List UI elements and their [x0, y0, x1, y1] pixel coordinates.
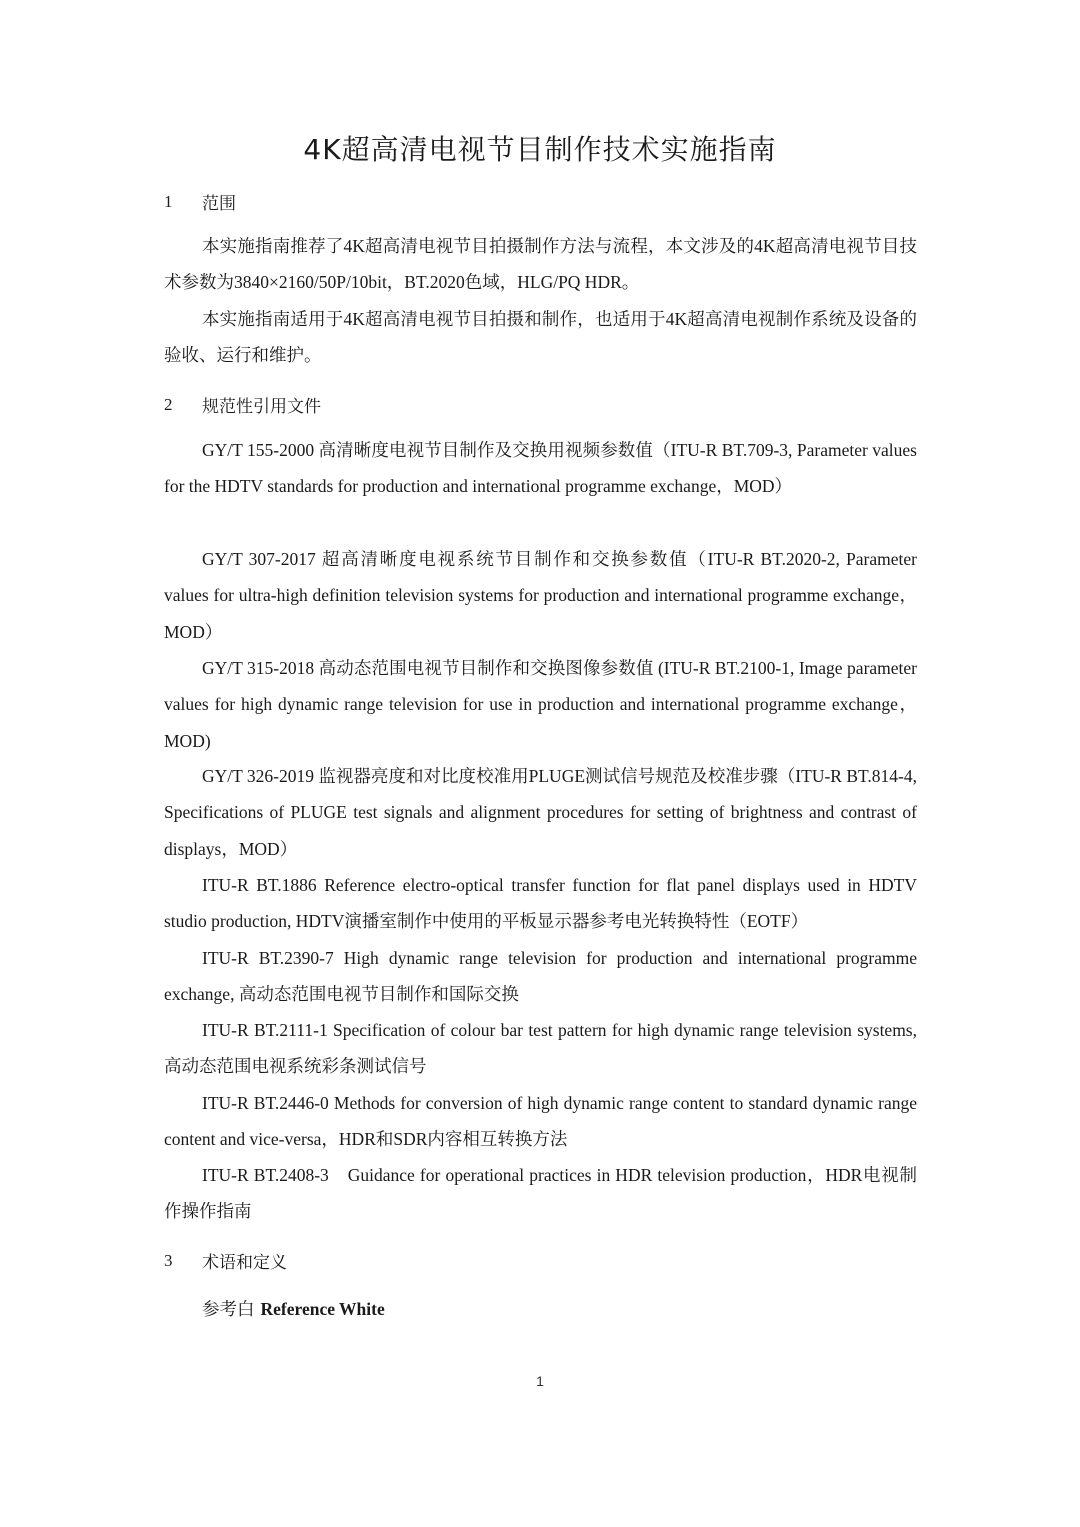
reference-item: ITU-R BT.2111-1 Specification of colour bar test pattern for high dynamic range television systems, 高动态范围电视系统彩条测试信号 — [164, 1020, 917, 1077]
reference-item: GY/T 307-2017 超高清晰度电视系统节目制作和交换参数值（ITU-R BT.2020-2, Parameter values for ultra-high definition television systems for production and international programme exchange，MOD） — [164, 549, 917, 642]
section-title: 范围 — [202, 194, 236, 214]
reference-item: ITU-R BT.2408-3 Guidance for operational practices in HDR television production，HDR电视制作操作指南 — [164, 1165, 917, 1222]
document-title: 4K超高清电视节目制作技术实施指南 — [303, 133, 777, 166]
page-number: 1 — [536, 1373, 544, 1389]
term-en: Reference White — [260, 1299, 385, 1319]
reference-item: GY/T 326-2019 监视器亮度和对比度校准用PLUGE测试信号规范及校准步骤（ITU-R BT.814-4, Specifications of PLUGE test signals and alignment procedures for setting of brightness and contrast of displays，MOD） — [164, 766, 917, 859]
term-zh: 参考白 — [202, 1299, 255, 1319]
reference-item: ITU-R BT.2446-0 Methods for conversion of high dynamic range content to standard dynamic range content and vice-versa，HDR和SDR内容相互转换方法 — [164, 1093, 917, 1150]
reference-item: GY/T 315-2018 高动态范围电视节目制作和交换图像参数值 (ITU-R BT.2100-1, Image parameter values for high dynamic range television for use in production and international programme exchange，MOD) — [164, 658, 917, 751]
reference-item: GY/T 155-2000 高清晰度电视节目制作及交换用视频参数值（ITU-R BT.709-3, Parameter values for the HDTV standards for production and international programme exchange，MOD） — [164, 440, 917, 497]
scope-paragraph-2: 本实施指南适用于4K超高清电视节目拍摄和制作，也适用于4K超高清电视制作系统及设备的验收、运行和维护。 — [164, 309, 917, 366]
section-heading-scope — [164, 189, 236, 214]
section-heading-terms — [164, 1248, 287, 1273]
section-number: 1 — [164, 191, 173, 211]
term-reference-white — [202, 1296, 385, 1321]
scope-paragraph-1: 本实施指南推荐了4K超高清电视节目拍摄制作方法与流程，本文涉及的4K超高清电视节目技术参数为3840×2160/50P/10bit，BT.2020色域，HLG/PQ HDR。 — [164, 236, 917, 293]
section-number: 2 — [164, 394, 173, 414]
reference-item: ITU-R BT.1886 Reference electro-optical transfer function for flat panel displays used in HDTV studio production, HDTV演播室制作中使用的平板显示器参考电光转换特性（EOTF） — [164, 875, 917, 932]
reference-item: ITU-R BT.2390-7 High dynamic range television for production and international programme exchange, 高动态范围电视节目制作和国际交换 — [164, 948, 917, 1005]
section-heading-references — [164, 392, 321, 417]
section-title: 规范性引用文件 — [202, 397, 321, 417]
section-number: 3 — [164, 1250, 173, 1270]
section-title: 术语和定义 — [202, 1253, 287, 1273]
